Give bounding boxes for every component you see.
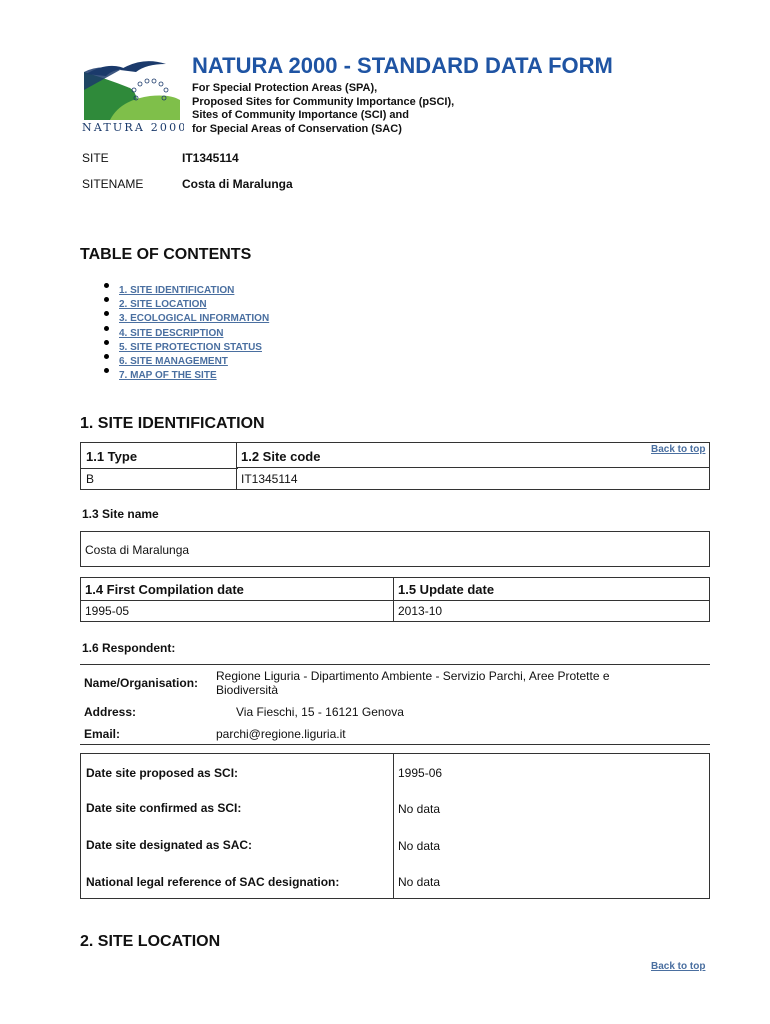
first-compilation-label: 1.4 First Compilation date [85, 582, 244, 597]
organisation-value-line: Regione Liguria - Dipartimento Ambiente - Servizio Parchi, Aree Protette e [216, 669, 610, 683]
toc-link-site-management[interactable]: 6. SITE MANAGEMENT [119, 355, 228, 367]
site-code-label: 1.2 Site code [241, 449, 321, 464]
email-value: parchi@regione.liguria.it [216, 727, 346, 741]
email-label: Email: [84, 727, 121, 741]
organisation-label: Name/Organisation: [84, 676, 199, 690]
toc-item [100, 308, 270, 325]
type-label: 1.1 Type [86, 449, 138, 464]
respondent-label: 1.6 Respondent: [82, 641, 176, 655]
table-divider [236, 467, 710, 468]
toc-link-map-of-the-site[interactable]: 7. MAP OF THE SITE [119, 370, 217, 382]
subtitle-line: For Special Protection Areas (SPA), [192, 82, 378, 94]
address-value: Via Fieschi, 15 - 16121 Genova [236, 705, 404, 719]
subtitle-line: Proposed Sites for Community Importance (pSCI), [192, 95, 455, 108]
site-name-label: 1.3 Site name [82, 507, 159, 521]
toc-item [100, 323, 269, 337]
site-code-value: IT1345114 [241, 472, 298, 486]
natura-2000-logo [80, 50, 184, 134]
toc-item [100, 294, 269, 311]
site-label: SITE [82, 151, 109, 165]
section-2-heading: 2. SITE LOCATION [80, 933, 221, 950]
page-title: NATURA 2000 - STANDARD DATA FORM [192, 53, 613, 78]
toc-item [100, 365, 269, 382]
toc-link-site-location[interactable]: 2. SITE LOCATION [119, 299, 207, 311]
sitename-label: SITENAME [82, 177, 144, 191]
subtitle-line: for Special Areas of Conservation (SAC) [192, 122, 402, 135]
back-to-top-link[interactable]: Back to top [651, 961, 706, 972]
update-date-value: 2013-10 [398, 604, 443, 618]
update-date-label: 1.5 Update date [398, 582, 495, 597]
respondent-top-rule [80, 664, 710, 665]
toc-link-site-description[interactable]: 4. SITE DESCRIPTION [119, 327, 224, 339]
toc-item [100, 280, 269, 294]
toc-list [100, 280, 270, 382]
page-subtitle [192, 82, 454, 136]
date-proposed-sci-value: 1995-06 [398, 766, 443, 780]
legal-reference-sac-value: No data [398, 875, 441, 889]
address-label: Address: [84, 705, 137, 719]
site-name-value: Costa di Maralunga [85, 543, 190, 557]
toc-item [100, 351, 269, 365]
organisation-value [216, 669, 610, 697]
type-code-table [80, 442, 710, 490]
toc-link-site-identification[interactable]: 1. SITE IDENTIFICATION [119, 285, 235, 296]
respondent-bottom-rule [80, 744, 710, 745]
date-confirmed-sci-label: Date site confirmed as SCI: [86, 801, 242, 815]
table-divider [80, 468, 238, 469]
date-proposed-sci-label: Date site proposed as SCI: [86, 766, 239, 780]
date-designated-sac-label: Date site designated as SAC: [86, 838, 253, 852]
svg-text:NATURA 2000: NATURA 2000 [82, 121, 184, 134]
table-divider [80, 600, 710, 601]
back-to-top-link[interactable]: Back to top [651, 444, 706, 455]
toc-link-ecological-information[interactable]: 3. ECOLOGICAL INFORMATION [119, 313, 270, 325]
site-value: IT1345114 [182, 151, 239, 165]
legal-reference-sac-label: National legal reference of SAC designation: [86, 875, 340, 889]
table-divider [393, 753, 394, 899]
type-value: B [86, 472, 95, 486]
organisation-value-line: Biodiversità [216, 683, 279, 697]
toc-link-site-protection-status[interactable]: 5. SITE PROTECTION STATUS [119, 341, 262, 353]
date-designated-sac-value: No data [398, 839, 441, 853]
section-1-heading: 1. SITE IDENTIFICATION [80, 415, 265, 432]
toc-item [100, 337, 269, 351]
first-compilation-value: 1995-05 [85, 604, 130, 618]
toc-heading: TABLE OF CONTENTS [80, 246, 252, 263]
date-confirmed-sci-value: No data [398, 802, 441, 816]
table-divider [236, 442, 237, 490]
subtitle-line: Sites of Community Importance (SCI) and [192, 109, 409, 121]
sitename-value: Costa di Maralunga [182, 177, 293, 191]
